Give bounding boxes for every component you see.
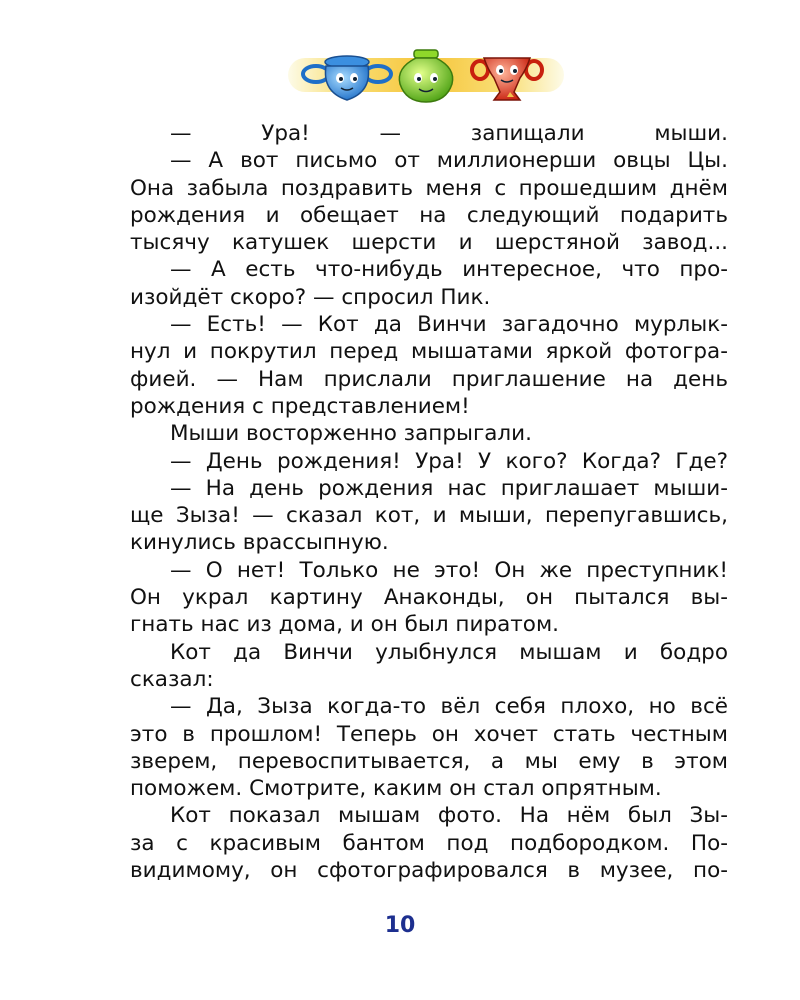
text-line: кинулись врассыпную. (130, 530, 389, 556)
text-line: — О нет! Только не это! Он же преступник! (170, 557, 728, 583)
text-line: поможем. Смотрите, каким он стал опрятным. (130, 776, 662, 802)
text-line: Кот да Винчи улыбнулся мышам и бодро (170, 639, 728, 665)
text-line: Она забыла поздравить меня с прошедшим днём (130, 175, 728, 201)
text-line: ще Зыза! — сказал кот, и мыши, перепугавшись, (130, 503, 728, 529)
text-line: Кот показал мышам фото. На нём был Зы- (170, 803, 728, 829)
text-line: — День рождения! Ура! У кого? Когда? Где? (170, 448, 728, 474)
page-number: 10 (384, 913, 416, 938)
text-line: Он украл картину Анаконды, он пытался вы- (130, 585, 728, 611)
story-text (130, 120, 728, 884)
green-vase-icon (399, 50, 452, 102)
text-line: — А вот письмо от миллионерши овцы Цы. (170, 148, 728, 174)
text-line: за с красивым бантом под подбородком. По- (130, 830, 728, 856)
text-line: Мыши восторженно запрыгали. (170, 421, 532, 447)
text-line: нул и покрутил перед мышатами яркой фотогра- (130, 339, 728, 365)
text-line: — На день рождения нас приглашает мыши- (170, 475, 728, 501)
text-line: зверем, перевоспитывается, а мы ему в этом (130, 748, 728, 774)
text-line: рождения и обещает на следующий подарить (130, 202, 728, 228)
text-line: изойдёт скоро? — спросил Пик. (130, 284, 491, 310)
text-line: рождения с представлением! (130, 393, 470, 419)
text-line: — Ура! — запищали мыши. (170, 121, 728, 146)
text-line: фией. — Нам прислали приглашение на день (130, 366, 728, 392)
text-line: гнать нас из дома, и он был пиратом. (130, 612, 560, 638)
text-line: сказал: (130, 666, 214, 692)
text-line: это в прошлом! Теперь он хочет стать честным (130, 721, 728, 747)
text-line: — Есть! — Кот да Винчи загадочно мурлык- (170, 312, 728, 338)
header-banner (288, 44, 564, 106)
text-line: — А есть что-нибудь интересное, что про- (170, 257, 728, 283)
text-line: видимому, он сфотографировался в музее, по- (130, 858, 728, 884)
text-line: — Да, Зыза когда-то вёл себя плохо, но всё (170, 694, 728, 720)
text-line: тысячу катушек шерсти и шерстяной завод... (130, 230, 728, 256)
